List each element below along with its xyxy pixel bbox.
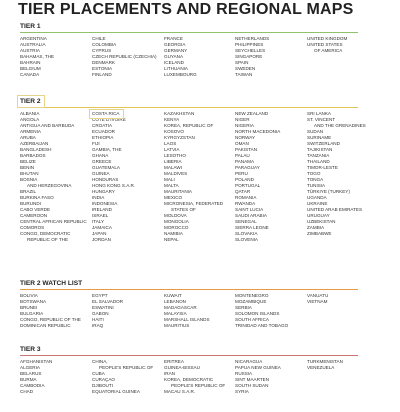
country-entry: EQUATORIAL GUINEA <box>92 389 140 394</box>
country-entry: KOREA, REPUBLIC OF <box>164 123 214 128</box>
country-entry: BHUTAN <box>20 171 39 176</box>
tier-2-label: TIER 2 <box>20 98 41 105</box>
country-entry: TAJIKISTAN <box>307 147 333 152</box>
country-entry: LEBANON <box>164 299 186 304</box>
country-entry: GEORGIA <box>164 42 186 47</box>
country-entry: MEXICO <box>164 195 183 200</box>
country-entry: ALBANIA <box>20 111 40 116</box>
country-entry: CUBA <box>92 371 105 376</box>
country-entry: ICELAND <box>164 60 184 65</box>
country-entry: COSTA RICA <box>92 111 120 116</box>
country-entry: BARBADOS <box>20 153 46 158</box>
country-entry: COTE D'IVOIRE <box>92 117 126 122</box>
country-entry: NEPAL <box>164 237 179 242</box>
country-entry: UNITED STATES <box>307 42 343 47</box>
country-entry: CONGO, REPUBLIC OF THE <box>20 317 81 322</box>
country-entry: PEOPLE'S REPUBLIC OF <box>99 365 154 370</box>
country-entry: UNITED ARAB EMIRATES <box>307 207 363 212</box>
country-entry: SAINT LUCIA <box>235 207 264 212</box>
tier-3-column-3 <box>164 359 225 395</box>
country-entry: AUSTRALIA <box>20 42 46 47</box>
country-entry: URUGUAY <box>307 213 330 218</box>
tier-2-section <box>20 97 366 242</box>
country-entry: IRAQ <box>92 323 104 328</box>
country-entry: MALI <box>164 177 175 182</box>
country-entry: SOLOMON ISLANDS <box>235 311 280 316</box>
country-entry: KOREA, DEMOCRATIC <box>164 377 214 382</box>
country-entry: COLOMBIA <box>92 42 117 47</box>
country-entry: AND THE GRENADINES <box>314 123 366 128</box>
tier-3-section <box>20 345 358 394</box>
country-entry: NAMIBIA <box>164 231 183 236</box>
country-entry: SURINAME <box>307 135 332 140</box>
country-entry: ESWATINI <box>92 305 114 310</box>
country-entry: TÜRKIYE (TURKEY) <box>307 189 350 194</box>
country-entry: CAMBODIA <box>20 383 45 388</box>
country-entry: EGYPT <box>92 293 108 298</box>
country-entry: JAMAICA <box>92 225 112 230</box>
country-entry: GABON <box>92 311 109 316</box>
country-entry: DJIBOUTI <box>92 383 113 388</box>
country-entry: SEYCHELLES <box>235 48 266 53</box>
tier-2-column-5 <box>307 111 366 237</box>
tier-1-column-2 <box>92 36 157 78</box>
country-entry: BANGLADESH <box>20 147 52 152</box>
tier-2-watch-divider <box>20 289 358 290</box>
country-entry: SOUTH AFRICA <box>235 317 269 322</box>
tier-1-column-4 <box>235 36 269 78</box>
tier-1-column-3 <box>164 36 197 78</box>
country-entry: KENYA <box>164 117 180 122</box>
country-entry: BOSNIA <box>20 177 38 182</box>
tier-2-watch-column-3 <box>164 293 210 329</box>
tier-1-section <box>20 22 358 77</box>
country-entry: AZERBAIJAN <box>20 141 49 146</box>
country-entry: SLOVENIA <box>235 237 258 242</box>
tier-1-column-1 <box>20 36 54 78</box>
country-entry: SERBIA <box>235 305 252 310</box>
country-entry: CABO VERDE <box>20 207 51 212</box>
country-entry: CONGO, DEMOCRATIC <box>20 231 71 236</box>
country-entry: BURUNDI <box>20 201 41 206</box>
country-entry: ARGENTINA <box>20 36 47 41</box>
country-entry: BRUNEI <box>20 305 38 310</box>
country-entry: RUSSIA <box>235 371 253 376</box>
country-entry: GHANA <box>92 153 109 158</box>
country-entry: ISRAEL <box>92 213 109 218</box>
country-entry: TANZANIA <box>307 153 330 158</box>
country-entry: THAILAND <box>307 159 330 164</box>
country-entry: SUDAN <box>307 129 324 134</box>
country-entry: ROMANIA <box>235 195 257 200</box>
country-entry: ARMENIA <box>20 129 41 134</box>
tier-3-column-1 <box>20 359 52 395</box>
tier-3-divider <box>20 355 358 356</box>
country-entry: MOROCCO <box>164 225 189 230</box>
country-entry: NORWAY <box>235 135 256 140</box>
country-entry: TAIWAN <box>235 72 253 77</box>
country-entry: BENIN <box>20 165 35 170</box>
country-entry: NETHERLANDS <box>235 36 270 41</box>
country-entry: CHILE <box>92 36 106 41</box>
country-entry: DOMINICAN REPUBLIC <box>20 323 71 328</box>
country-entry: EL SALVADOR <box>92 299 124 304</box>
country-entry: BOTSWANA <box>20 299 47 304</box>
country-entry: ARUBA <box>20 135 36 140</box>
country-entry: SIERRA LEONE <box>235 225 269 230</box>
country-entry: REPUBLIC OF THE <box>27 237 69 242</box>
country-entry: ZAMBIA <box>307 225 325 230</box>
country-entry: HAITI <box>92 317 104 322</box>
tier-2-watch-column-5 <box>307 293 328 305</box>
country-entry: MALDIVES <box>164 171 188 176</box>
country-entry: GAMBIA, THE <box>92 147 122 152</box>
country-entry: CAMEROON <box>20 213 48 218</box>
country-entry: TOGO <box>307 171 321 176</box>
country-entry: GUATEMALA <box>92 165 120 170</box>
country-entry: CZECH REPUBLIC (CZECHIA) <box>92 54 157 59</box>
country-entry: MOZAMBIQUE <box>235 299 267 304</box>
page-title: TIER PLACEMENTS AND REGIONAL MAPS <box>18 1 354 18</box>
country-entry: MAURITIUS <box>164 323 190 328</box>
country-entry: CENTRAL AFRICAN REPUBLIC <box>20 219 87 224</box>
country-entry: COMOROS <box>20 225 45 230</box>
country-entry: BELGIUM <box>20 66 41 71</box>
country-entry: CHAD <box>20 389 34 394</box>
country-entry: BRAZIL <box>20 189 37 194</box>
tier-3-label: TIER 3 <box>20 346 41 353</box>
country-entry: BELIZE <box>20 159 36 164</box>
country-entry: IRELAND <box>92 207 112 212</box>
country-entry: MOLDOVA <box>164 213 187 218</box>
country-entry: UZBEKISTAN <box>307 219 336 224</box>
country-entry: ECUADOR <box>92 129 115 134</box>
country-entry: CROATIA <box>92 123 113 128</box>
country-entry: BURMA <box>20 377 37 382</box>
country-entry: AND HERZEGOVINA <box>27 183 72 188</box>
country-entry: ETHIOPIA <box>92 135 114 140</box>
country-entry: MADAGASCAR <box>164 305 197 310</box>
country-entry: BELARUS <box>20 371 42 376</box>
country-entry: SRI LANKA <box>307 111 331 116</box>
tier-2-column-2 <box>92 111 135 243</box>
country-entry: AUSTRIA <box>20 48 40 53</box>
country-entry: RWANDA <box>235 201 256 206</box>
country-entry: IRAN <box>164 371 175 376</box>
country-entry: ZIMBABWE <box>307 231 332 236</box>
country-entry: BAHRAIN <box>20 60 41 65</box>
country-entry: BURKINA FASO <box>20 195 54 200</box>
country-entry: NIGER <box>235 117 250 122</box>
country-entry: LAOS <box>164 141 177 146</box>
country-entry: UKRAINE <box>307 201 328 206</box>
country-entry: PALAU <box>235 153 250 158</box>
tier-1-divider <box>20 32 358 33</box>
tier-3-column-5 <box>307 359 343 371</box>
country-entry: POLAND <box>235 177 254 182</box>
country-entry: AFGHANISTAN <box>20 359 53 364</box>
tier-2-divider <box>20 107 358 108</box>
country-entry: CANADA <box>20 72 40 77</box>
country-entry: GREECE <box>92 159 112 164</box>
country-entry: SOUTH SUDAN <box>235 383 269 388</box>
country-entry: VANUATU <box>307 293 329 298</box>
country-entry: GUINEA <box>92 171 110 176</box>
tier-2-column-1 <box>20 111 87 243</box>
country-entry: PANAMA <box>235 159 255 164</box>
country-entry: GUINEA-BISSAU <box>164 365 200 370</box>
country-entry: MALAWI <box>164 165 182 170</box>
tier-3-column-2 <box>92 359 153 395</box>
country-entry: MONGOLIA <box>164 219 189 224</box>
tier-2-watch-column-1 <box>20 293 81 329</box>
country-entry: ERITREA <box>164 359 184 364</box>
country-entry: PHILIPPINES <box>235 42 264 47</box>
country-entry: SPAIN <box>235 60 249 65</box>
tier-2-watch-column-4 <box>235 293 288 329</box>
country-entry: ESTONIA <box>92 66 113 71</box>
country-entry: CHINA, <box>92 359 108 364</box>
country-entry: ANGOLA <box>20 117 40 122</box>
tier-2-watch-column-2 <box>92 293 123 329</box>
tier-1-label: TIER 1 <box>20 23 41 30</box>
country-entry: ALGERIA <box>20 365 40 370</box>
tier-2-watch-section <box>20 279 358 328</box>
country-entry: ST. VINCENT <box>307 117 336 122</box>
country-entry: MACAU S.A.R. <box>164 389 196 394</box>
country-entry: KUWAIT <box>164 293 182 298</box>
country-entry: KAZAKHSTAN <box>164 111 195 116</box>
country-entry: INDIA <box>92 195 105 200</box>
country-entry: CURAÇAO <box>92 377 115 382</box>
country-entry: JORDAN <box>92 237 111 242</box>
country-entry: MALAYSIA <box>164 311 187 316</box>
tier-2-watch-label: TIER 2 WATCH LIST <box>20 280 83 287</box>
tier-2-column-4 <box>235 111 280 243</box>
country-entry: JAPAN <box>92 231 107 236</box>
country-entry: PORTUGAL <box>235 183 261 188</box>
country-entry: VIETNAM <box>307 299 328 304</box>
country-entry: MONTENEGRO <box>235 293 269 298</box>
country-entry: VENEZUELA <box>307 365 335 370</box>
country-entry: GUYANA <box>164 54 184 59</box>
country-entry: FINLAND <box>92 72 112 77</box>
country-entry: HONDURAS <box>92 177 119 182</box>
country-entry: TIMOR-LESTE <box>307 165 338 170</box>
country-entry: CYPRUS <box>92 48 112 53</box>
country-entry: PERU <box>235 171 248 176</box>
tier-3-header <box>20 345 358 357</box>
country-entry: LIBERIA <box>164 159 182 164</box>
country-entry: BULGARIA <box>20 311 44 316</box>
country-entry: SAUDI ARABIA <box>235 213 267 218</box>
tier-1-column-5 <box>307 36 347 54</box>
country-entry: SLOVAKIA <box>235 231 258 236</box>
country-entry: NEW ZEALAND <box>235 111 269 116</box>
country-entry: HONG KONG S.A.R. <box>92 183 136 188</box>
country-entry: GERMANY <box>164 48 188 53</box>
country-entry: PAPUA NEW GUINEA <box>235 365 281 370</box>
country-entry: KOSOVO <box>164 129 184 134</box>
country-entry: OMAN <box>235 141 249 146</box>
country-entry: HUNGARY <box>92 189 115 194</box>
country-entry: LATVIA <box>164 147 180 152</box>
country-entry: DENMARK <box>92 60 115 65</box>
country-entry: KYRGYZSTAN <box>164 135 195 140</box>
country-entry: INDONESIA <box>92 201 118 206</box>
country-entry: LITHUANIA <box>164 66 188 71</box>
country-entry: MALTA <box>164 183 179 188</box>
tier-2-column-3 <box>164 111 223 243</box>
country-entry: MICRONESIA, FEDERATED <box>164 201 224 206</box>
country-entry: MARSHALL ISLANDS <box>164 317 210 322</box>
country-entry: LUXEMBOURG <box>164 72 197 77</box>
country-entry: FRANCE <box>164 36 183 41</box>
country-entry: UGANDA <box>307 195 327 200</box>
country-entry: OF AMERICA <box>314 48 343 53</box>
country-entry: LESOTHO <box>164 153 186 158</box>
country-entry: TONGA <box>307 177 324 182</box>
country-entry: ITALY <box>92 219 105 224</box>
country-entry: QATAR <box>235 189 251 194</box>
country-entry: PEOPLE'S REPUBLIC OF <box>171 383 226 388</box>
country-entry: TUNISIA <box>307 183 326 188</box>
tier-1-header <box>20 22 358 34</box>
country-entry: PAKISTAN <box>235 147 258 152</box>
country-entry: FIJI <box>92 141 100 146</box>
country-entry: UNITED KINGDOM <box>307 36 348 41</box>
country-entry: SWITZERLAND <box>307 141 340 146</box>
country-entry: NORTH MACEDONIA <box>235 129 281 134</box>
country-entry: BAHAMAS, THE <box>20 54 55 59</box>
country-entry: PARAGUAY <box>235 165 260 170</box>
country-entry: MAURITANIA <box>164 189 192 194</box>
country-entry: NICARAGUA <box>235 359 263 364</box>
country-entry: SINT MAARTEN <box>235 377 270 382</box>
country-entry: SENEGAL <box>235 219 257 224</box>
country-entry: SINGAPORE <box>235 54 263 59</box>
tier-2-header <box>20 97 358 109</box>
country-entry: TURKMENISTAN <box>307 359 343 364</box>
country-entry: SYRIA <box>235 389 249 394</box>
country-entry: BOLIVIA <box>20 293 38 298</box>
country-entry: STATES OF <box>171 207 196 212</box>
tier-2-watch-header <box>20 279 358 291</box>
country-entry: SWEDEN <box>235 66 256 71</box>
country-entry: NIGERIA <box>235 123 254 128</box>
tier-3-column-4 <box>235 359 281 395</box>
country-entry: TRINIDAD AND TOBAGO <box>235 323 289 328</box>
country-entry: ANTIGUA AND BARBUDA <box>20 123 75 128</box>
